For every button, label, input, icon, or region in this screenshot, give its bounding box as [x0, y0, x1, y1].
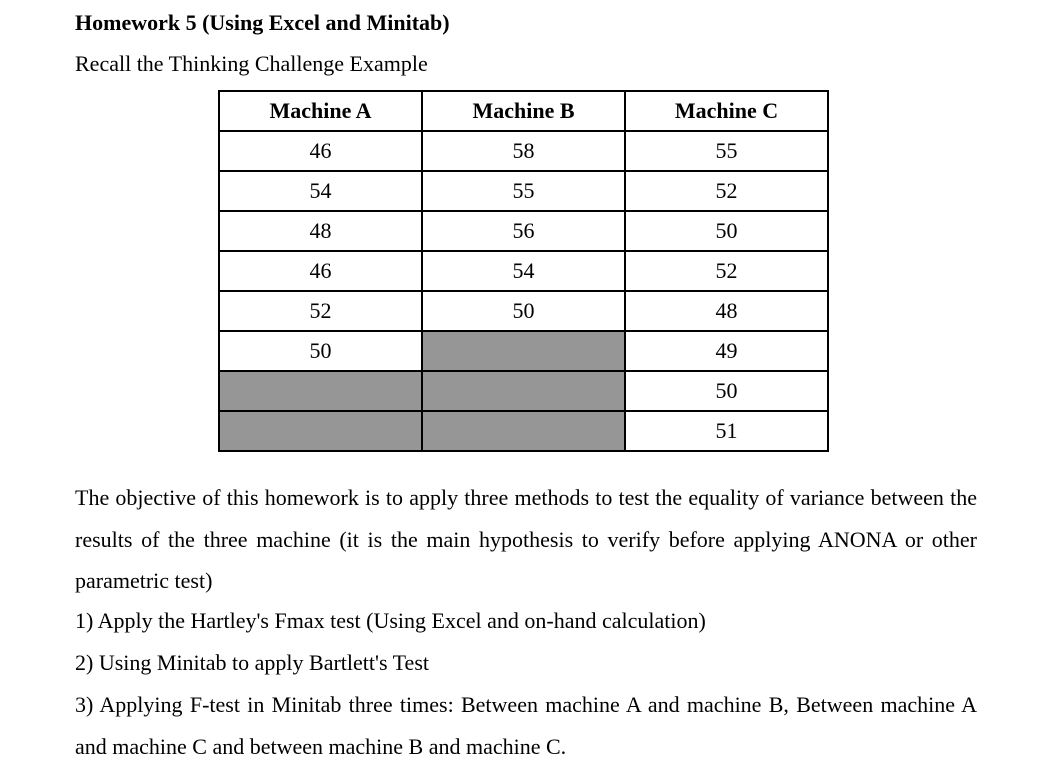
table-header-row: [219, 91, 828, 131]
table-cell: 46: [219, 131, 422, 171]
table-cell: 48: [625, 291, 828, 331]
header-machine-b: Machine B: [422, 91, 625, 131]
table-cell: 52: [625, 171, 828, 211]
table-row: [219, 251, 828, 291]
shaded-empty-cell: [422, 411, 625, 451]
shaded-empty-cell: [219, 371, 422, 411]
document-subtitle: Recall the Thinking Challenge Example: [75, 51, 428, 76]
table-cell: 58: [422, 131, 625, 171]
table-row: [219, 171, 828, 211]
table-cell: 51: [625, 411, 828, 451]
task-item-2: 2) Using Minitab to apply Bartlett's Test: [75, 650, 429, 675]
table-row: [219, 371, 828, 411]
table-row: [219, 411, 828, 451]
header-machine-a: Machine A: [219, 91, 422, 131]
shaded-empty-cell: [219, 411, 422, 451]
table-cell: 50: [422, 291, 625, 331]
table-cell: 46: [219, 251, 422, 291]
table-row: [219, 211, 828, 251]
header-machine-c: Machine C: [625, 91, 828, 131]
shaded-empty-cell: [422, 371, 625, 411]
objective-paragraph: The objective of this homework is to apply three methods to test the equality of variance between the results of the three machine (it is the main hypothesis to verify before applying ANONA or other parametric test): [75, 485, 977, 593]
document-title: Homework 5 (Using Excel and Minitab): [75, 10, 450, 35]
table-cell: 52: [625, 251, 828, 291]
table-cell: 49: [625, 331, 828, 371]
table-cell: 55: [625, 131, 828, 171]
table-cell: 56: [422, 211, 625, 251]
table-cell: 54: [219, 171, 422, 211]
table-cell: 54: [422, 251, 625, 291]
table-cell: 50: [219, 331, 422, 371]
table-row: [219, 291, 828, 331]
table-cell: 55: [422, 171, 625, 211]
table-cell: 50: [625, 211, 828, 251]
table-cell: 52: [219, 291, 422, 331]
task-item-1: 1) Apply the Hartley's Fmax test (Using Excel and on-hand calculation): [75, 608, 706, 633]
table-cell: 48: [219, 211, 422, 251]
task-item-3: 3) Applying F-test in Minitab three times: Between machine A and machine B, Between machine A and machine C and between machine B and machine C.: [75, 692, 977, 759]
table-cell: 50: [625, 371, 828, 411]
machine-data-table: [218, 90, 829, 452]
shaded-empty-cell: [422, 331, 625, 371]
table-row: [219, 331, 828, 371]
table-row: [219, 131, 828, 171]
